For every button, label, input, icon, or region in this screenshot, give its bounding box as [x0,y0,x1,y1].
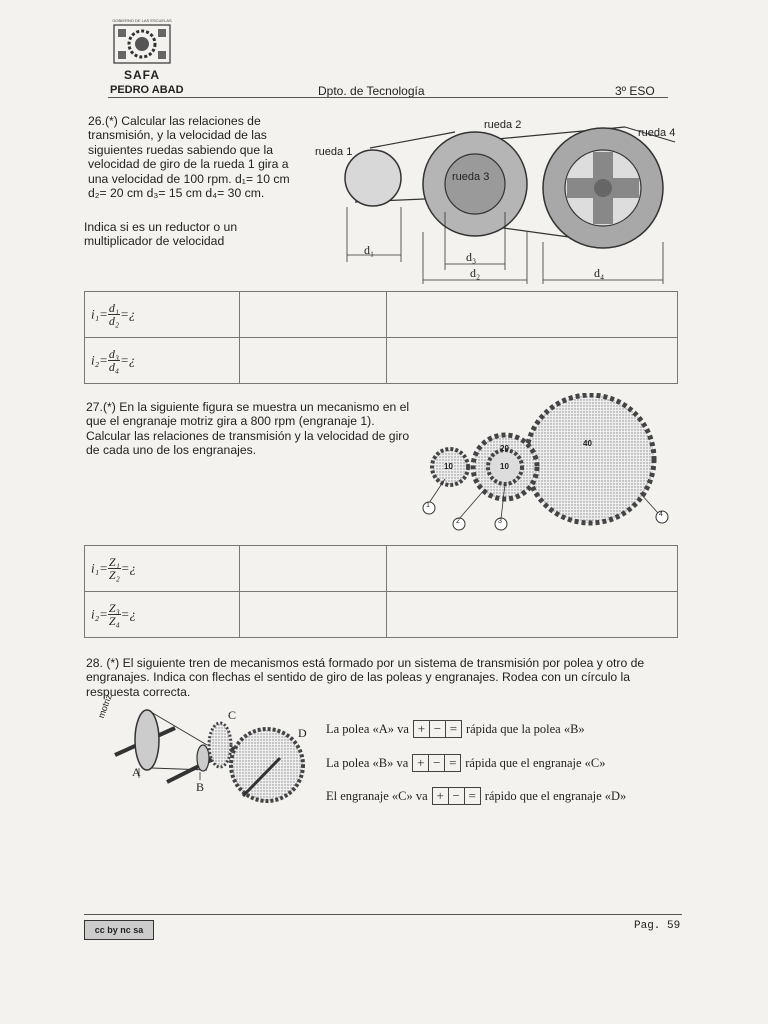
q26-answer-cell[interactable] [240,292,387,338]
q26-answer-cell[interactable] [240,338,387,384]
label-d: D [298,726,307,740]
q27-answer-cell[interactable] [240,592,387,638]
label-d3: d₃ [466,250,477,264]
logo-caption: GOBIERNO DE LAS ESCUELAS [112,18,172,23]
option-group [432,787,481,805]
footer-rule [84,914,682,915]
option-more[interactable]: + [417,721,426,736]
q27-formula-2: i₂= $\frac{\text{Z₃}}{\text{Z₄}}$ =¿ [85,592,240,638]
q27-answer-cell[interactable] [387,592,678,638]
label-rueda-4: rueda 4 [638,127,676,139]
option-less[interactable]: − [428,755,444,771]
school-logo [112,18,172,90]
gear-train-figure [415,393,675,543]
rueda-3 [445,154,505,214]
callout-label-3: 3 [498,518,502,525]
pulley-b [197,745,209,771]
option-equal[interactable]: = [444,755,460,771]
gear-40 [526,395,654,523]
q27-answer-cell[interactable] [240,546,387,592]
q26-text: 26.(*) Calcular las relaciones de transmisión, y la velocidad de las siguientes ruedas sabiendo que la velocidad de giro de la rueda 1 gira a una velocidad de 100 rpm. d₁= 10 cm d₂= 20 cm d₃= 15 cm d₄= 30 cm. [88,114,290,201]
pulley-a [135,710,159,770]
option-less[interactable]: − [448,788,464,804]
q26-question: Indica si es un reductor o un multiplicador de velocidad [84,220,238,249]
label-d2: d₂ [470,266,481,280]
q26-answer-table [84,291,678,384]
page-number: Pag. 59 [634,920,681,932]
license-text: cc by nc sa [94,925,144,935]
label-b: B [196,780,205,794]
gear-label-10b: 10 [500,462,509,471]
q26-formula-1: i₁= $\frac{\text{d₁}}{\text{d₂}}$ =¿ [85,292,240,338]
callout-label-2: 2 [456,518,460,525]
gear-label-20: 20 [500,444,509,453]
callout-label-4: 4 [659,511,663,518]
option-less[interactable]: − [429,721,445,737]
label-rueda-1: rueda 1 [315,146,353,158]
label-a: A [132,765,141,779]
q26-formula-2: i₂= $\frac{\text{d₃}}{\text{d₄}}$ =¿ [85,338,240,384]
option-group [413,720,462,738]
department: Dpto. de Tecnología [318,84,425,98]
label-rueda-3: rueda 3 [452,171,490,183]
course: 3º ESO [615,84,655,98]
q28-line-2: La polea «B» va + − = rápida que el engranaje «C» [326,755,606,770]
gear-label-40: 40 [583,439,592,448]
q27-answer-cell[interactable] [387,546,678,592]
gear-logo-icon [112,23,172,65]
label-d4: d₄ [594,266,605,280]
label-motriz: motriz [96,692,114,720]
q27-text: 27.(*) En la siguiente figura se muestra un mecanismo en el que el engranaje motriz gira a 800 rpm (engranaje 1). Calcular las relaciones de transmisión y la velocidad de giro de cada uno de los engranajes. [86,400,410,458]
header-rule [108,97,668,98]
gear-c [209,723,231,767]
gear-label-10a: 10 [444,462,453,471]
label-c: C [228,708,237,722]
label-rueda-2: rueda 2 [484,119,522,131]
option-group [412,754,461,772]
option-more[interactable]: + [417,755,425,770]
q26-answer-cell[interactable] [387,338,678,384]
q28-line-1: La polea «A» va + − = rápida que la polea «B» [326,721,585,736]
safa-logo-text: SAFA [123,68,160,82]
mechanism-figure [95,700,315,810]
option-more[interactable]: + [436,788,444,803]
callout-label-1: 1 [426,502,430,509]
option-equal[interactable]: = [464,788,480,804]
option-equal[interactable]: = [445,721,461,737]
q27-answer-table [84,545,678,638]
q26-answer-cell[interactable] [387,292,678,338]
q28-text: 28. (*) El siguiente tren de mecanismos está formado por un sistema de transmisión por polea y otro de engranajes. Indica con flechas el sentido de giro de las poleas y engranajes. Rodea con un círculo la respuesta correcta. [86,656,645,699]
school-name: PEDRO ABAD [110,84,184,96]
cc-license-badge [84,920,154,940]
pulley-figure [305,112,685,292]
rueda-1 [345,150,401,206]
label-d1: d₁ [364,243,375,257]
gear-d [231,729,303,801]
q28-line-3: El engranaje «C» va + − = rápido que el engranaje «D» [326,788,627,803]
q27-formula-1: i₁= $\frac{\text{Z₁}}{\text{Z₂}}$ =¿ [85,546,240,592]
